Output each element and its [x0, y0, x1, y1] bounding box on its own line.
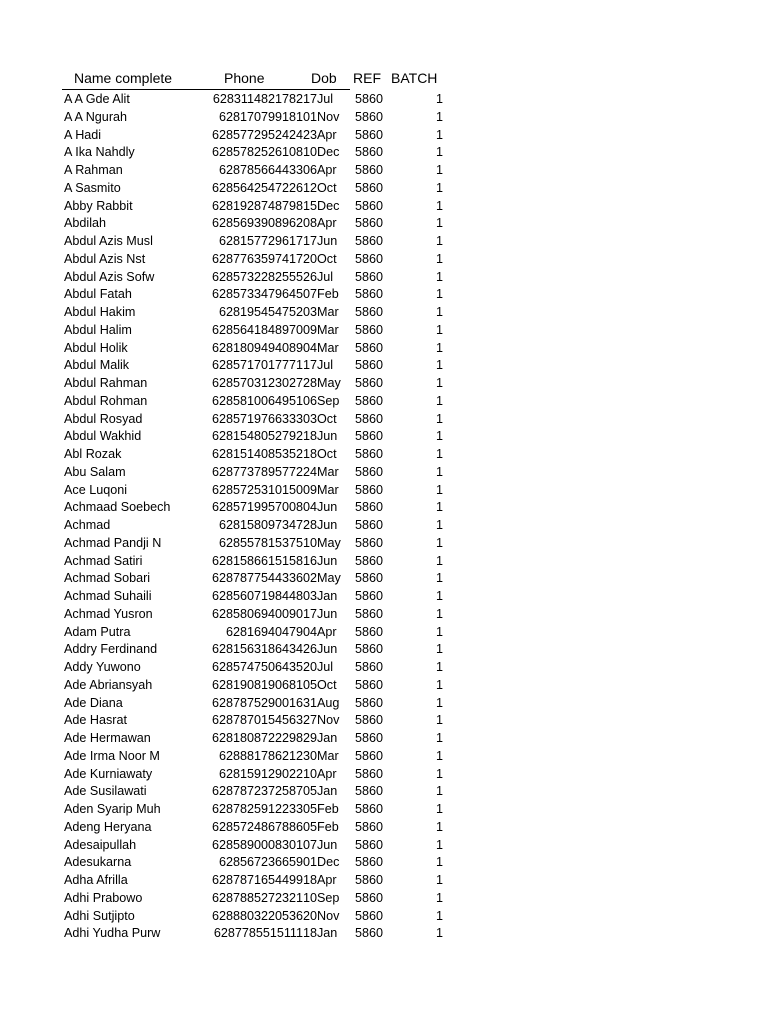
cell-name: Achmad Satiri: [64, 553, 143, 568]
cell-ref: 5860: [355, 376, 384, 390]
cell-batch: 1: [435, 926, 443, 941]
cell-dob: 05Jan: [303, 784, 338, 799]
cell-phone: 6285642547226: [211, 180, 303, 195]
cell-batch: 1: [435, 624, 443, 639]
cell-dob: 10Apr: [303, 766, 337, 781]
cell-dob: 09Mar: [303, 482, 339, 497]
cell-phone: 628195454752: [218, 305, 303, 319]
cell-ref: 5860: [355, 873, 384, 887]
cell-name: Achmad Suhaili: [64, 589, 152, 603]
cell-name: Abdul Malik: [64, 358, 130, 373]
cell-dob: 17Jun: [303, 606, 338, 621]
cell-name: Adeng Heryana: [64, 819, 152, 834]
cell-phone: 62816940479: [225, 624, 303, 639]
cell-phone: 6287763597417: [211, 251, 303, 266]
cell-ref: 5860: [355, 198, 384, 213]
cell-batch: 1: [435, 589, 443, 603]
cell-ref: 5860: [355, 234, 384, 248]
cell-ref: 5860: [355, 393, 384, 408]
cell-ref: 5860: [355, 500, 384, 515]
cell-ref: 5860: [355, 251, 384, 266]
cell-batch: 1: [435, 447, 443, 461]
cell-name: Ade Irma Noor M: [64, 748, 160, 763]
cell-phone: 6285641848970: [211, 322, 303, 337]
cell-ref: 5860: [355, 109, 384, 124]
cell-dob: 29Jan: [303, 731, 338, 745]
cell-phone: 628881786212: [218, 748, 303, 763]
cell-dob: 10Sep: [303, 890, 340, 905]
cell-phone: 6281908190681: [211, 677, 303, 692]
cell-dob: 17Jul: [303, 92, 334, 106]
cell-dob: 20Nov: [303, 908, 340, 923]
cell-phone: 628170799181: [218, 109, 303, 124]
cell-phone: 628158097347: [218, 518, 303, 532]
cell-name: A Hadi: [64, 127, 102, 142]
cell-dob: 04Apr: [303, 624, 337, 639]
cell-phone: 6281808722298: [211, 731, 303, 745]
cell-ref: 5860: [355, 269, 384, 284]
cell-batch: 1: [435, 411, 443, 426]
cell-batch: 1: [435, 553, 443, 568]
cell-phone: 6285732282555: [211, 269, 303, 284]
cell-ref: 5860: [355, 358, 384, 373]
cell-phone: 6285725310150: [211, 482, 303, 497]
cell-phone: 6285607198448: [211, 589, 303, 603]
cell-name: Achmad Yusron: [64, 606, 153, 621]
cell-batch: 1: [435, 180, 443, 195]
cell-dob: 16Jun: [303, 553, 338, 568]
cell-ref: 5860: [355, 589, 384, 603]
cell-ref: 5860: [355, 127, 384, 142]
cell-name: Abdul Azis Musl: [64, 234, 153, 248]
cell-dob: 10Dec: [303, 145, 340, 160]
cell-phone: 6287875290016: [211, 695, 303, 710]
cell-phone: 6281928748798: [211, 198, 303, 213]
cell-ref: 5860: [355, 819, 384, 834]
cell-name: Abby Rabbit: [64, 198, 133, 213]
cell-batch: 1: [435, 535, 443, 550]
cell-name: Ade Abriansyah: [64, 677, 153, 692]
cell-ref: 5860: [355, 606, 384, 621]
cell-name: Ade Susilawati: [64, 784, 147, 799]
cell-batch: 1: [435, 482, 443, 497]
cell-batch: 1: [435, 695, 443, 710]
cell-name: Abdul Rahman: [64, 376, 148, 390]
cell-name: Achmad Pandji N: [64, 535, 162, 550]
cell-batch: 1: [435, 216, 443, 231]
cell-phone: 6281563186434: [211, 642, 303, 657]
cell-dob: 10May: [303, 535, 341, 550]
cell-ref: 5860: [355, 677, 384, 692]
cell-ref: 5860: [355, 855, 384, 870]
cell-batch: 1: [435, 500, 443, 515]
cell-batch: 1: [435, 908, 443, 923]
cell-dob: 03Oct: [303, 411, 337, 426]
cell-name: Adesukarna: [64, 855, 132, 870]
cell-phone: 6287885272321: [211, 890, 303, 905]
cell-name: Achmad: [64, 518, 111, 532]
cell-batch: 1: [435, 92, 443, 106]
cell-dob: 17Jun: [303, 234, 338, 248]
cell-dob: 12Oct: [303, 180, 337, 195]
cell-ref: 5860: [355, 731, 384, 745]
cell-phone: 628159129022: [218, 766, 303, 781]
cell-ref: 5860: [355, 92, 384, 106]
cell-ref: 5860: [355, 464, 384, 479]
cell-batch: 1: [435, 163, 443, 177]
cell-batch: 1: [435, 305, 443, 319]
cell-dob: 20Jul: [303, 660, 334, 674]
cell-batch: 1: [435, 340, 443, 355]
cell-dob: 24Mar: [303, 464, 339, 479]
cell-ref: 5860: [355, 553, 384, 568]
cell-phone: 6281514085352: [211, 447, 303, 461]
cell-batch: 1: [435, 731, 443, 745]
cell-batch: 1: [435, 251, 443, 266]
cell-name: Adhi Yudha Purw: [64, 926, 161, 941]
cell-ref: 5860: [355, 695, 384, 710]
cell-ref: 5860: [355, 163, 384, 177]
cell-ref: 5860: [355, 642, 384, 657]
cell-batch: 1: [435, 464, 443, 479]
cell-ref: 5860: [355, 429, 384, 444]
cell-name: Ade Kurniawaty: [64, 766, 153, 781]
cell-ref: 5860: [355, 713, 384, 728]
cell-batch: 1: [435, 358, 443, 373]
cell-phone: 628785664433: [218, 163, 303, 177]
cell-dob: 20Oct: [303, 251, 337, 266]
cell-name: A Rahman: [64, 163, 123, 177]
cell-batch: 1: [435, 234, 443, 248]
cell-batch: 1: [435, 376, 443, 390]
cell-batch: 1: [435, 677, 443, 692]
cell-batch: 1: [435, 784, 443, 799]
cell-phone: 6287785515111: [213, 926, 303, 941]
cell-batch: 1: [435, 393, 443, 408]
cell-batch: 1: [435, 802, 443, 816]
cell-ref: 5860: [355, 766, 384, 781]
cell-ref: 5860: [355, 624, 384, 639]
cell-dob: 05Feb: [303, 819, 339, 834]
cell-phone: 6285772952424: [211, 127, 303, 142]
cell-phone: 6287737895772: [211, 464, 303, 479]
cell-ref: 5860: [355, 305, 384, 319]
cell-phone: 6287871654499: [211, 873, 303, 887]
cell-phone: 6287872372587: [211, 784, 303, 799]
cell-dob: 31Aug: [303, 695, 340, 710]
cell-dob: 01Dec: [303, 855, 340, 870]
cell-name: Abdul Rohman: [64, 393, 148, 408]
cell-name: Achmad Sobari: [64, 571, 151, 586]
cell-batch: 1: [435, 145, 443, 160]
cell-phone: 6285724867886: [211, 819, 303, 834]
cell-name: Adam Putra: [64, 624, 131, 639]
cell-dob: 18Jan: [303, 926, 338, 941]
cell-dob: 07Jun: [303, 837, 338, 852]
cell-ref: 5860: [355, 322, 384, 337]
cell-phone: 6285810064951: [211, 393, 303, 408]
cell-batch: 1: [435, 429, 443, 444]
cell-name: A Sasmito: [64, 180, 121, 195]
cell-name: Abdilah: [64, 216, 107, 231]
cell-dob: 04Mar: [303, 340, 339, 355]
cell-batch: 1: [435, 606, 443, 621]
cell-batch: 1: [435, 819, 443, 834]
cell-name: Addy Yuwono: [64, 660, 141, 674]
cell-phone: 6287870154563: [211, 713, 303, 728]
cell-name: Abdul Holik: [64, 340, 128, 355]
cell-dob: 02May: [303, 571, 341, 586]
cell-ref: 5860: [355, 908, 384, 923]
cell-name: Abdul Halim: [64, 322, 132, 337]
header-underline: [62, 89, 350, 90]
cell-batch: 1: [435, 109, 443, 124]
cell-ref: 5860: [355, 180, 384, 195]
cell-phone: 6281809494089: [211, 340, 303, 355]
cell-ref: 5860: [355, 748, 384, 763]
cell-dob: 06Sep: [303, 393, 340, 408]
cell-phone: 6285703123027: [211, 376, 303, 390]
cell-batch: 1: [435, 642, 443, 657]
cell-phone: 6285806940090: [211, 606, 303, 621]
cell-phone: 6288803220536: [211, 908, 303, 923]
cell-phone: 6285719957008: [211, 500, 303, 515]
cell-dob: 03Mar: [303, 305, 339, 319]
header-batch: BATCH: [391, 70, 438, 86]
cell-name: Adha Afrilla: [64, 873, 128, 887]
cell-ref: 5860: [355, 784, 384, 799]
cell-phone: 6285890008301: [211, 837, 303, 852]
header-ref: REF: [353, 70, 381, 86]
cell-batch: 1: [435, 287, 443, 302]
cell-dob: 09Mar: [303, 322, 339, 337]
cell-ref: 5860: [355, 890, 384, 905]
cell-batch: 1: [435, 837, 443, 852]
cell-phone: 6283114821782: [212, 92, 303, 106]
cell-dob: 18Oct: [303, 447, 337, 461]
cell-ref: 5860: [355, 518, 384, 532]
cell-ref: 5860: [355, 571, 384, 586]
cell-phone: 628567236659: [218, 855, 303, 870]
cell-batch: 1: [435, 269, 443, 284]
cell-name: Abdul Azis Nst: [64, 251, 146, 266]
cell-name: Ade Hermawan: [64, 731, 151, 745]
cell-batch: 1: [435, 322, 443, 337]
cell-batch: 1: [435, 127, 443, 142]
cell-name: A Ika Nahdly: [64, 145, 135, 160]
cell-phone: 6285693908962: [211, 216, 303, 231]
cell-phone: 6281586615158: [211, 553, 303, 568]
cell-name: Abdul Hakim: [64, 305, 136, 319]
cell-phone: 628157729617: [218, 234, 303, 248]
cell-dob: 05Oct: [303, 677, 337, 692]
cell-name: Ade Diana: [64, 695, 123, 710]
cell-dob: 08Apr: [303, 216, 337, 231]
cell-batch: 1: [435, 518, 443, 532]
cell-dob: 18Jun: [303, 429, 338, 444]
cell-dob: 06Apr: [303, 163, 337, 177]
cell-ref: 5860: [355, 447, 384, 461]
cell-name: Abdul Rosyad: [64, 411, 143, 426]
cell-name: Adhi Sutjipto: [64, 908, 135, 923]
cell-ref: 5860: [355, 926, 384, 941]
cell-ref: 5860: [355, 802, 384, 816]
cell-phone: 6285782526108: [211, 145, 303, 160]
cell-name: Aden Syarip Muh: [64, 802, 161, 816]
cell-batch: 1: [435, 748, 443, 763]
cell-phone: 6285717017771: [211, 358, 303, 373]
cell-dob: 03Jan: [303, 589, 338, 603]
header-phone: Phone: [224, 70, 265, 86]
cell-ref: 5860: [355, 287, 384, 302]
cell-dob: 26Jun: [303, 642, 338, 657]
cell-name: Abdul Wakhid: [64, 429, 142, 444]
cell-dob: 18Apr: [303, 873, 337, 887]
cell-batch: 1: [435, 713, 443, 728]
cell-dob: 05Feb: [303, 802, 339, 816]
cell-name: Achmaad Soebech: [64, 500, 171, 515]
cell-batch: 1: [435, 890, 443, 905]
cell-dob: 23Apr: [303, 127, 337, 142]
cell-dob: 07Feb: [303, 287, 339, 302]
cell-dob: 01Nov: [303, 109, 340, 124]
cell-dob: 27Nov: [303, 713, 340, 728]
cell-name: Addry Ferdinand: [64, 642, 158, 657]
cell-ref: 5860: [355, 482, 384, 497]
cell-ref: 5860: [355, 216, 384, 231]
cell-name: Adhi Prabowo: [64, 890, 143, 905]
cell-dob: 30Mar: [303, 748, 339, 763]
cell-ref: 5860: [355, 411, 384, 426]
cell-batch: 1: [435, 855, 443, 870]
cell-name: Ade Hasrat: [64, 713, 127, 728]
cell-phone: 6287877544336: [211, 571, 303, 586]
cell-name: A A Ngurah: [64, 109, 128, 124]
cell-batch: 1: [435, 198, 443, 213]
cell-dob: 17Jul: [303, 358, 334, 373]
cell-batch: 1: [435, 873, 443, 887]
cell-name: A A Gde Alit: [64, 92, 130, 106]
cell-name: Adesaipullah: [64, 837, 137, 852]
cell-phone: 6287825912233: [211, 802, 303, 816]
cell-dob: 28May: [303, 376, 341, 390]
cell-phone: 628557815375: [218, 535, 303, 550]
header-name: Name complete: [74, 70, 173, 86]
cell-dob: 15Dec: [303, 198, 340, 213]
cell-name: Abu Salam: [64, 464, 126, 479]
cell-batch: 1: [435, 571, 443, 586]
cell-ref: 5860: [355, 837, 384, 852]
cell-ref: 5860: [355, 340, 384, 355]
cell-name: Abdul Fatah: [64, 287, 132, 302]
cell-name: Abdul Azis Sofw: [64, 269, 155, 284]
cell-phone: 6285719766333: [211, 411, 303, 426]
cell-dob: 26Jul: [303, 269, 334, 284]
cell-ref: 5860: [355, 535, 384, 550]
cell-phone: 6285733479645: [211, 287, 303, 302]
cell-phone: 6281548052792: [211, 429, 303, 444]
cell-ref: 5860: [355, 145, 384, 160]
cell-batch: 1: [435, 766, 443, 781]
cell-name: Abl Rozak: [64, 447, 122, 461]
header-dob: Dob: [311, 70, 337, 86]
cell-name: Ace Luqoni: [64, 482, 128, 497]
cell-batch: 1: [435, 660, 443, 674]
cell-ref: 5860: [355, 660, 384, 674]
cell-dob: 04Jun: [303, 500, 338, 515]
cell-phone: 6285747506435: [211, 660, 303, 674]
cell-dob: 28Jun: [303, 518, 338, 532]
